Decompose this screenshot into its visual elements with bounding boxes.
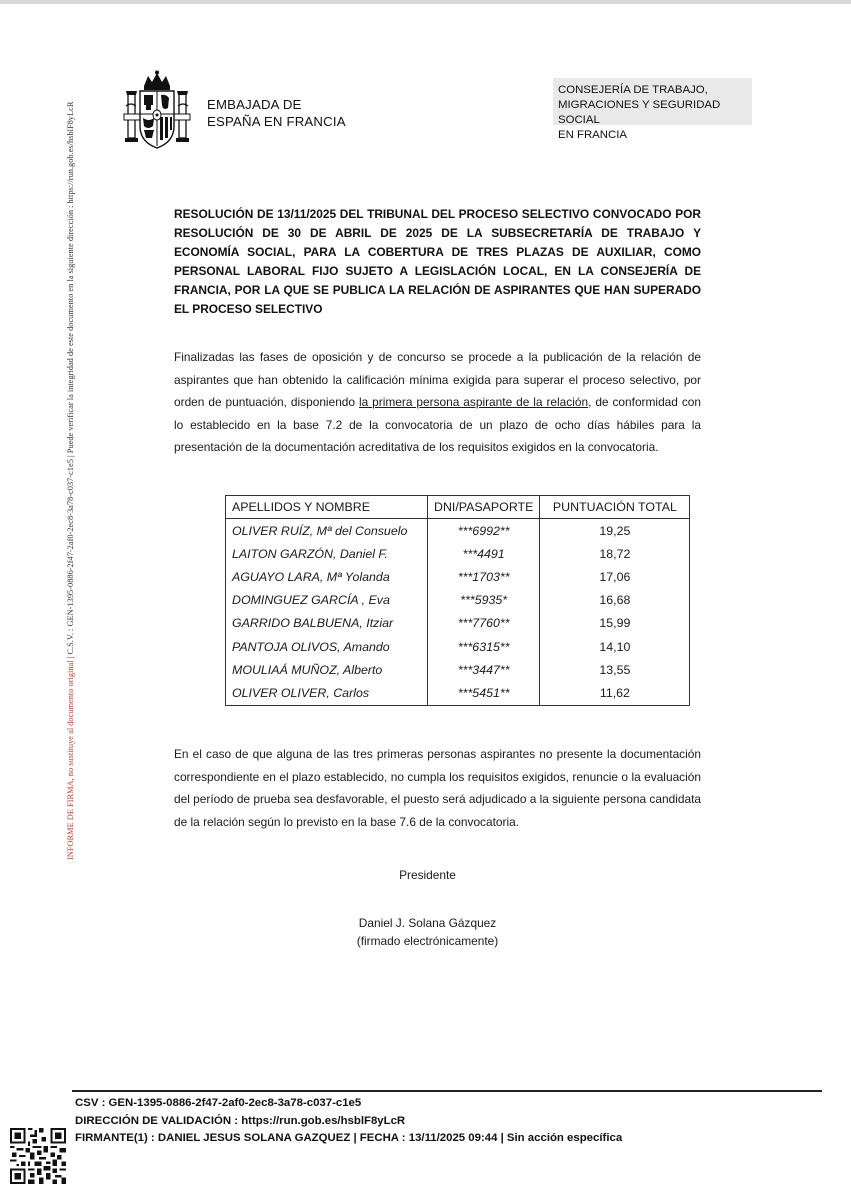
intro-text-before: Finalizadas las fases de oposición y de concurso se procede a la publicación de la relación de aspirantes que han obtenido la calificación mínima exigida para superar el proceso selectivo, por orden de puntuación, disponiendo xyxy=(174,350,701,410)
table-row xyxy=(226,635,690,658)
margin-note-red: INFORME DE FIRMA, no sustituye al documento original xyxy=(66,660,75,860)
qr-code-icon xyxy=(10,1128,66,1184)
table-row xyxy=(226,519,690,543)
intro-paragraph xyxy=(174,346,701,459)
row-dni: ***6315** xyxy=(428,635,540,658)
table-row xyxy=(226,612,690,635)
intro-text-after: , de conformidad con lo establecido en la base 7.2 de la convocatoria de un plazo de ocho días hábiles para la presentación de la documentación acreditativa de los requisitos exigidos en la convocatoria. xyxy=(174,395,702,455)
table-header-row xyxy=(226,496,690,519)
row-dni: ***7760** xyxy=(428,612,540,635)
margin-note-rest: | C.S.V. : GEN-1395-0886-2f47-2af0-2ec8-3a78-c037-c1e5 | Puede verificar la integridad de este documento en la siguiente dirección : https://run.gob.es/hsblF8yLcR xyxy=(66,101,75,661)
consejeria-box xyxy=(553,78,752,141)
consejeria-line2: MIGRACIONES Y SEGURIDAD SOCIAL xyxy=(558,99,721,126)
intro-text-underlined: la primera persona aspirante de la relación xyxy=(358,395,589,410)
footer-signer: FIRMANTE(1) : DANIEL JESUS SOLANA GAZQUEZ | FECHA : 13/11/2025 09:44 | Sin acción específica xyxy=(75,1132,623,1144)
spain-coat-of-arms-icon xyxy=(122,70,192,152)
row-dni: ***4491 xyxy=(428,542,540,565)
row-name: GARRIDO BALBUENA, Itziar xyxy=(226,612,428,635)
signature-name: Daniel J. Solana Gázquez xyxy=(358,916,497,930)
consejeria-line3: EN FRANCIA xyxy=(558,129,627,141)
header-score: PUNTUACIÓN TOTAL xyxy=(540,496,690,519)
row-score: 13,55 xyxy=(599,662,631,677)
row-score: 19,25 xyxy=(599,523,631,538)
embassy-name-line2: ESPAÑA EN FRANCIA xyxy=(207,114,346,129)
row-score: 11,62 xyxy=(599,685,630,700)
row-name: OLIVER OLIVER, Carlos xyxy=(226,681,428,705)
signature-block xyxy=(0,914,851,950)
row-dni: ***5451** xyxy=(428,681,540,705)
row-score: 17,06 xyxy=(599,569,631,584)
row-score: 14,10 xyxy=(599,639,631,654)
footer-validation-url[interactable]: DIRECCIÓN DE VALIDACIÓN : https://run.gob.es/hsblF8yLcR xyxy=(75,1114,406,1127)
footer-info xyxy=(75,1095,622,1148)
closing-paragraph: En el caso de que alguna de las tres primeras personas aspirantes no presente la documentación correspondiente en el plazo establecido, no cumpla los requisitos exigidos, renuncie o la evaluación del período de prueba sea desfavorable, el puesto será adjudicado a la siguiente persona candidata de la relación según lo previsto en la base 7.6 de la convocatoria. xyxy=(174,747,701,829)
row-dni: ***6992** xyxy=(428,519,540,543)
table-row xyxy=(226,681,690,705)
row-name: LAITON GARZÓN, Daniel F. xyxy=(226,542,428,565)
table-row xyxy=(226,565,690,588)
signature-role: Presidente xyxy=(399,868,456,882)
footer-divider xyxy=(72,1090,822,1092)
resolution-title: RESOLUCIÓN DE 13/11/2025 DEL TRIBUNAL DEL PROCESO SELECTIVO CONVOCADO POR RESOLUCIÓN DE 30 DE ABRIL DE 2025 DE LA SUBSECRETARÍA DE TRABAJO Y ECONOMÍA SOCIAL, PARA LA COBERTURA DE TRES PLAZAS DE AUXILIAR, COMO PERSONAL LABORAL FIJO SUJETO A LEGISLACIÓN LOCAL, EN LA CONSEJERÍA DE FRANCIA, POR LA QUE SE PUBLICA LA RELACIÓN DE ASPIRANTES QUE HAN SUPERADO EL PROCESO SELECTIVO xyxy=(174,207,701,316)
footer-csv: CSV : GEN-1395-0886-2f47-2af0-2ec8-3a78-c037-c1e5 xyxy=(75,1097,362,1109)
row-score: 16,68 xyxy=(599,593,631,608)
row-score: 15,99 xyxy=(599,616,631,631)
signature-note: (firmado electrónicamente) xyxy=(356,934,499,948)
row-score: 18,72 xyxy=(599,546,631,561)
results-table xyxy=(225,495,690,706)
row-dni: ***1703** xyxy=(428,565,540,588)
header-dni: DNI/PASAPORTE xyxy=(428,496,540,519)
margin-verification-note xyxy=(66,102,75,860)
row-dni: ***3447** xyxy=(428,658,540,681)
row-name: PANTOJA OLIVOS, Amando xyxy=(226,635,428,658)
table-row xyxy=(226,658,690,681)
table-row xyxy=(226,589,690,612)
top-border xyxy=(0,0,851,4)
row-name: DOMINGUEZ GARCÍA , Eva xyxy=(226,589,428,612)
consejeria-line1: CONSEJERÍA DE TRABAJO, xyxy=(558,84,708,96)
row-name: AGUAYO LARA, Mª Yolanda xyxy=(226,565,428,588)
table-row xyxy=(226,542,690,565)
header-name: APELLIDOS Y NOMBRE xyxy=(226,496,428,519)
embassy-name xyxy=(207,96,346,130)
row-dni: ***5935* xyxy=(428,589,540,612)
embassy-name-line1: EMBAJADA DE xyxy=(207,97,302,112)
row-name: OLIVER RUÍZ, Mª del Consuelo xyxy=(226,519,428,543)
row-name: MOULIAÁ MUÑOZ, Alberto xyxy=(226,658,428,681)
